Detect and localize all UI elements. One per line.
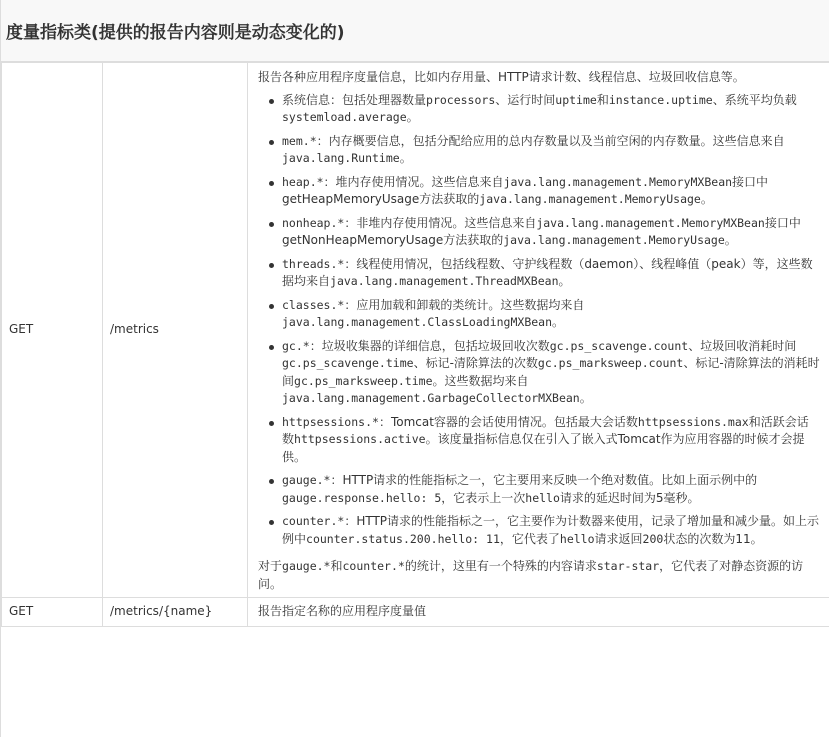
bullet-icon: [269, 421, 274, 426]
code-text: nonheap.*: [282, 215, 345, 230]
code-text: gauge.response.hello: 5: [282, 490, 442, 505]
section-header: [1, 0, 829, 62]
code-text: gc.*: [282, 338, 310, 353]
text-segment: ：堆内存使用情况。这些信息来自: [323, 174, 504, 189]
bullet-icon: [269, 263, 274, 268]
code-text: star-star: [596, 559, 660, 573]
endpoint-path: /metrics/{name}: [103, 598, 248, 627]
code-text: gc.ps_marksweep.time: [294, 373, 433, 388]
bullet-icon: [269, 222, 274, 227]
text-segment: 请求的延迟时间为5毫秒。: [559, 490, 700, 505]
code-text: gc.ps_marksweep.count: [537, 356, 684, 370]
text-segment: ：应用加载和卸载的类统计。这些数据均来自: [344, 297, 585, 312]
text-segment: ：垃圾收集器的详细信息，包括垃圾回收次数: [309, 338, 550, 353]
text-segment: 。: [724, 233, 737, 247]
code-text: counter.*: [342, 559, 405, 573]
code-text: heap.*: [282, 174, 324, 189]
code-text: counter.*: [282, 514, 345, 528]
code-text: java.lang.management.MemoryMXBean: [536, 215, 765, 230]
text-segment: 。: [700, 192, 713, 206]
text-segment: 方法获取的: [443, 233, 504, 247]
code-text: java.lang.management.MemoryUsage: [479, 192, 701, 206]
code-text: uptime: [555, 92, 597, 107]
code-text: hello: [525, 490, 560, 505]
code-text: systemload.average: [282, 110, 407, 124]
code-text: java.lang.management.GarbageCollectorMXBean: [282, 391, 580, 405]
text-segment: 系统信息：包括处理器数量: [282, 92, 427, 107]
list-item: [268, 414, 820, 467]
code-text: hello: [559, 531, 595, 546]
bullet-icon: [269, 140, 274, 145]
text-segment: 、标记-清除算法的消耗时间: [282, 356, 820, 388]
bullet-icon: [269, 304, 274, 309]
text-segment: 方法获取的: [419, 192, 480, 206]
list-item: [268, 133, 820, 168]
list-item: [268, 338, 820, 408]
code-text: mem.*: [282, 133, 317, 148]
text-segment: ，它代表了对静态资源的访问。: [258, 559, 804, 591]
text-segment: ，它代表了: [499, 531, 560, 546]
text-segment: 接口中: [732, 174, 769, 189]
list-item: [268, 256, 820, 291]
text-segment: 和: [596, 92, 609, 107]
text-segment: getHeapMemoryUsage: [282, 192, 420, 206]
code-text: httpsessions.max: [637, 414, 749, 429]
table-row-metrics: [2, 63, 829, 598]
bullet-icon: [269, 345, 274, 350]
table-row-metrics-name: [2, 598, 829, 627]
list-item: [268, 174, 820, 209]
text-segment: 。: [406, 110, 419, 124]
code-text: counter.status.200.hello: 11: [306, 531, 500, 546]
text-segment: 。: [399, 151, 412, 165]
text-segment: 状态的次数为11。: [663, 531, 763, 546]
code-text: java.lang.management.MemoryMXBean: [503, 174, 733, 189]
code-text: instance.uptime: [608, 92, 713, 107]
text-segment: ：HTTP请求的性能指标之一，它主要作为计数器来使用，记录了增加量和减少量。如上示例中: [282, 514, 820, 546]
text-segment: 。: [558, 274, 571, 288]
endpoint-path: /metrics: [103, 63, 248, 598]
code-text: gc.ps_scavenge.time: [282, 356, 414, 370]
code-text: java.lang.management.ThreadMXBean: [330, 274, 559, 288]
bullet-icon: [269, 520, 274, 525]
bullet-icon: [269, 479, 274, 484]
http-method: GET: [2, 63, 103, 598]
text-segment: 。这些数据均来自: [432, 373, 529, 388]
description-footnote: [258, 558, 820, 593]
section-title: 度量指标类(提供的报告内容则是动态变化的): [6, 23, 345, 43]
list-item: [268, 472, 820, 507]
endpoint-description: [248, 63, 829, 598]
code-text: httpsessions.*: [282, 414, 379, 429]
text-segment: getNonHeapMemoryUsage: [282, 233, 444, 247]
text-segment: 和: [330, 559, 343, 573]
text-segment: 、垃圾回收消耗时间: [688, 338, 797, 353]
code-text: gc.ps_scavenge.count: [549, 338, 689, 353]
list-item: [268, 297, 820, 332]
code-text: gauge.*: [282, 559, 331, 573]
text-segment: 。: [552, 315, 565, 329]
code-text: processors: [426, 92, 496, 107]
text-segment: 接口中: [764, 215, 801, 230]
code-text: gauge.*: [282, 473, 331, 487]
text-segment: 、运行时间: [495, 92, 556, 107]
text-segment: 。该度量指标信息仅在引入了嵌入式Tomcat作为应用容器的时候才会提供。: [282, 432, 805, 464]
text-segment: 、系统平均负载: [712, 92, 797, 107]
code-text: java.lang.Runtime: [282, 151, 400, 165]
description-intro: 报告各种应用程序度量信息，比如内存用量、HTTP请求计数、线程信息、垃圾回收信息等。: [258, 70, 745, 84]
text-segment: ：HTTP请求的性能指标之一，它主要用来反映一个绝对数值。比如上面示例中的: [330, 473, 758, 487]
bullet-icon: [269, 99, 274, 104]
text-segment: ，它表示上一次: [441, 490, 526, 505]
code-text: classes.*: [282, 297, 345, 312]
list-item: [268, 215, 820, 250]
endpoint-table: [1, 62, 829, 627]
code-text: java.lang.management.MemoryUsage: [503, 233, 725, 247]
http-method: GET: [2, 598, 103, 627]
text-segment: 请求返回: [594, 531, 643, 546]
text-segment: 的统计，这里有一个特殊的内容请求: [404, 559, 597, 573]
bullet-icon: [269, 181, 274, 186]
text-segment: ：非堆内存使用情况。这些信息来自: [344, 215, 537, 230]
code-text: httpsessions.active: [294, 432, 426, 446]
text-segment: ：Tomcat容器的会话使用情况。包括最大会话数: [378, 414, 638, 429]
text-segment: ：线程使用情况，包括线程数、守护线程数（daemon）、线程峰值（peak）等，这些数据均来自: [282, 256, 813, 288]
metric-list: [258, 92, 820, 549]
text-segment: 、标记-清除算法的次数: [413, 356, 538, 370]
text-segment: ：内存概要信息，包括分配给应用的总内存数量以及当前空闲的内存数量。这些信息来自: [316, 133, 785, 148]
code-text: threads.*: [282, 256, 345, 271]
text-segment: 对于: [258, 559, 283, 573]
text-segment: 。: [579, 391, 592, 405]
text-segment: 和活跃会话数: [282, 414, 809, 446]
list-item: [268, 513, 820, 548]
code-text: 200: [642, 531, 664, 546]
code-text: java.lang.management.ClassLoadingMXBean: [282, 315, 553, 329]
endpoint-description: 报告指定名称的应用程序度量值: [248, 598, 829, 627]
list-item: [268, 92, 820, 127]
